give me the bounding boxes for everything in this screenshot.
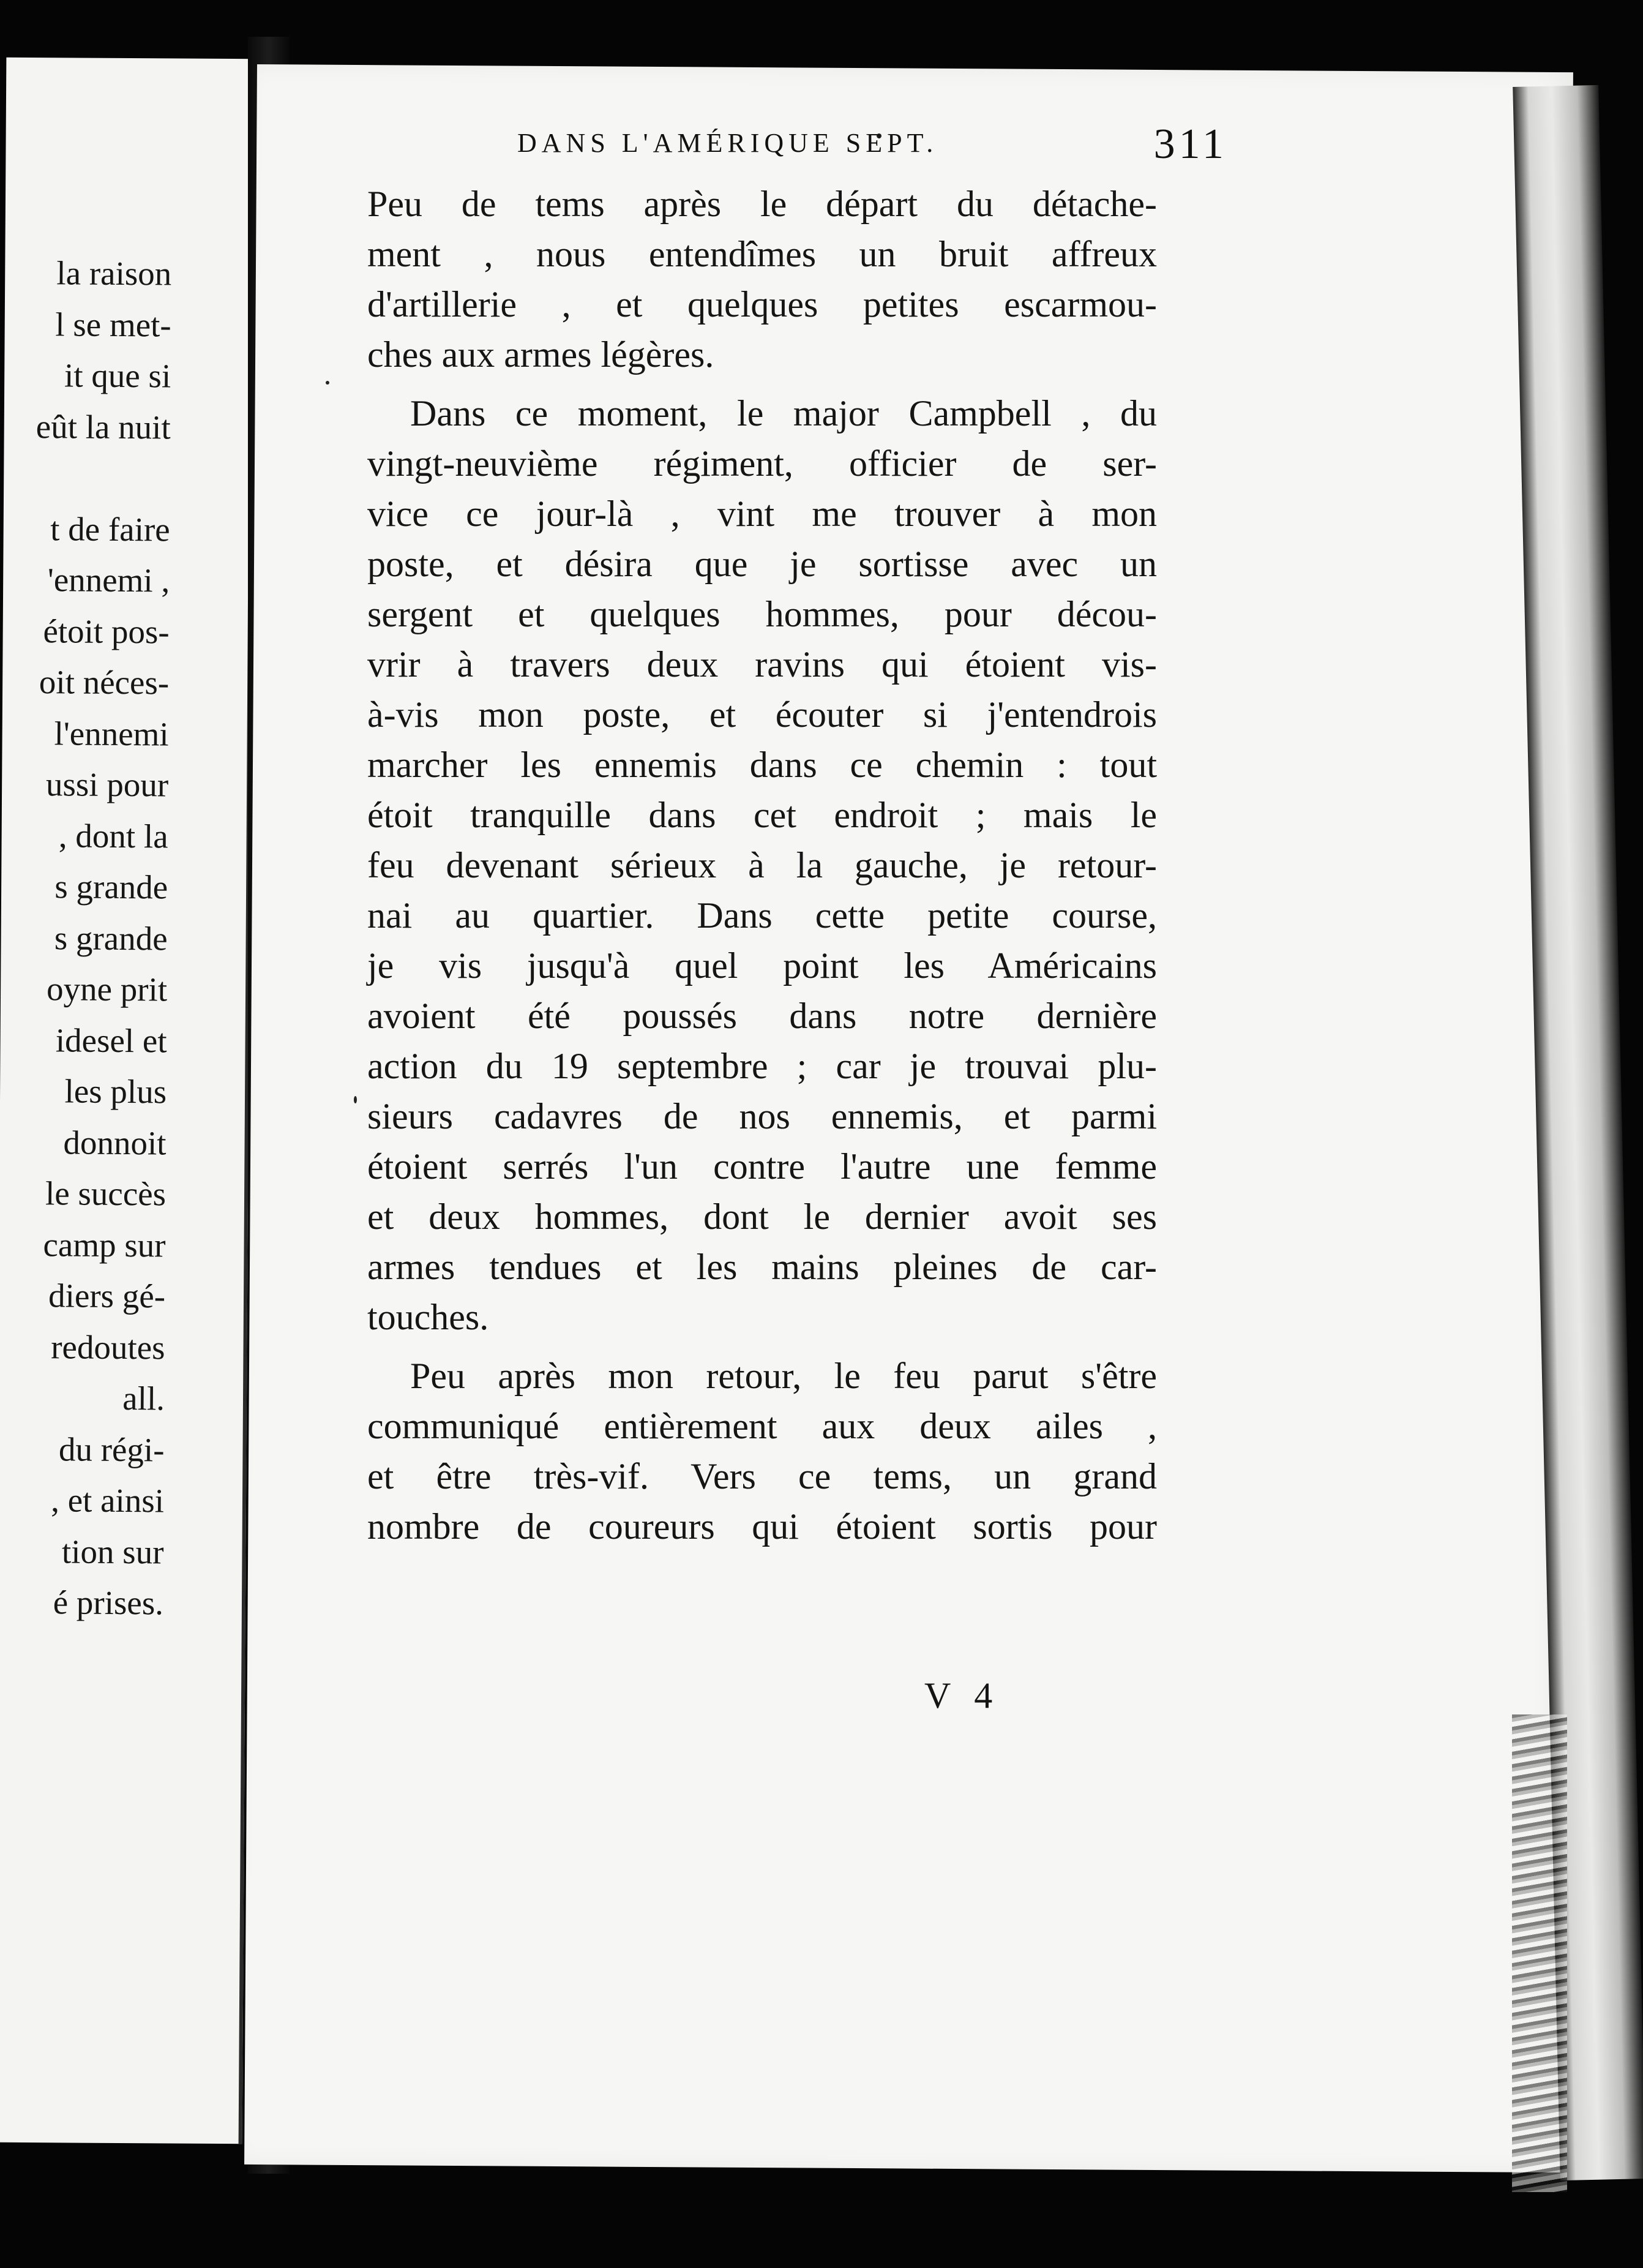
text-line: feu devenant sérieux à la gauche, je retour- <box>367 845 1157 885</box>
left-line: it que si <box>64 356 171 395</box>
text-line: et être très-vif. Vers ce tems, un grand <box>367 1456 1157 1496</box>
text-line: ches aux armes légères. <box>367 334 714 375</box>
text-line: touches. <box>367 1297 489 1337</box>
text-line: action du 19 septembre ; car je trouvai plu- <box>367 1046 1157 1086</box>
left-line: redoutes <box>51 1327 165 1366</box>
left-line: s grande <box>54 918 168 957</box>
left-page-text <box>29 247 172 1629</box>
page-edge-fray <box>1512 1714 1567 2192</box>
text-line: étoient serrés l'un contre l'autre une femme <box>367 1146 1157 1187</box>
text-line: vrir à travers deux ravins qui étoient vis- <box>367 644 1157 685</box>
left-line: idesel et <box>55 1021 167 1059</box>
text-line: poste, et désira que je sortisse avec un <box>367 544 1157 584</box>
left-line: t de faire <box>50 509 170 548</box>
text-line: communiqué entièrement aux deux ailes , <box>367 1406 1157 1446</box>
page-number: 311 <box>1153 121 1227 168</box>
text-line: sergent et quelques hommes, pour décou- <box>367 594 1157 634</box>
text-line: et deux hommes, dont le dernier avoit ses <box>367 1196 1157 1237</box>
speck <box>326 381 329 385</box>
left-line: l'ennemi <box>54 714 169 753</box>
left-line: camp sur <box>43 1225 166 1264</box>
left-line: diers gé- <box>48 1277 166 1315</box>
text-line: nombre de coureurs qui étoient sortis pour <box>367 1506 1157 1547</box>
left-line <box>36 452 170 504</box>
text-line: armes tendues et les mains pleines de car- <box>367 1247 1157 1287</box>
left-line: , et ainsi <box>50 1481 165 1520</box>
left-line: la raison <box>56 254 172 293</box>
text-line: sieurs cadavres de nos ennemis, et parmi <box>367 1096 1157 1136</box>
text-line: à-vis mon poste, et écouter si j'entendrois <box>367 694 1157 735</box>
text-line: d'artillerie , et quelques petites escarmou- <box>367 284 1157 325</box>
text-line: vice ce jour-là , vint me trouver à mon <box>367 494 1157 534</box>
paragraph <box>367 388 1157 1342</box>
left-line: all. <box>122 1379 165 1418</box>
left-line: les plus <box>64 1072 167 1111</box>
left-line: le succès <box>45 1174 167 1213</box>
left-line: s grande <box>54 868 168 906</box>
left-line: oit néces- <box>39 663 170 702</box>
text-line: nai au quartier. Dans cette petite course, <box>367 895 1157 936</box>
text-line: Peu de tems après le départ du détache- <box>367 184 1157 224</box>
paragraph <box>367 179 1157 380</box>
text-line: ment , nous entendîmes un bruit affreux <box>367 234 1157 274</box>
left-line: é prises. <box>53 1583 164 1622</box>
left-line: étoit pos- <box>43 612 170 650</box>
text-line: étoit tranquille dans cet endroit ; mais le <box>367 795 1157 835</box>
running-head <box>285 121 1227 178</box>
speck <box>354 1096 357 1103</box>
left-line: oyne prit <box>46 970 168 1008</box>
text-line: Dans ce moment, le major Campbell , du <box>410 393 1157 434</box>
left-page <box>0 58 255 2144</box>
text-line: je vis jusqu'à quel point les Américains <box>367 945 1157 986</box>
text-line: Peu après mon retour, le feu parut s'être <box>410 1356 1157 1396</box>
left-line: l se met- <box>55 305 171 344</box>
signature-mark: V 4 <box>924 1675 1000 1716</box>
left-line: tion sur <box>61 1532 164 1571</box>
running-head-title: DANS L'AMÉRIQUE SEPT. <box>517 128 938 158</box>
paragraph <box>367 1351 1157 1552</box>
left-line: donnoit <box>63 1123 167 1162</box>
left-line: , dont la <box>58 816 168 855</box>
left-line: du régi- <box>58 1430 165 1468</box>
text-line: avoient été poussés dans notre dernière <box>367 996 1157 1036</box>
text-line: vingt-neuvième régiment, officier de ser- <box>367 443 1157 484</box>
left-line: 'ennemi , <box>47 561 170 599</box>
body-text <box>367 179 1157 1552</box>
left-line: eût la nuit <box>36 407 171 446</box>
text-line: marcher les ennemis dans ce chemin : tout <box>367 745 1157 785</box>
left-line: ussi pour <box>45 765 169 804</box>
